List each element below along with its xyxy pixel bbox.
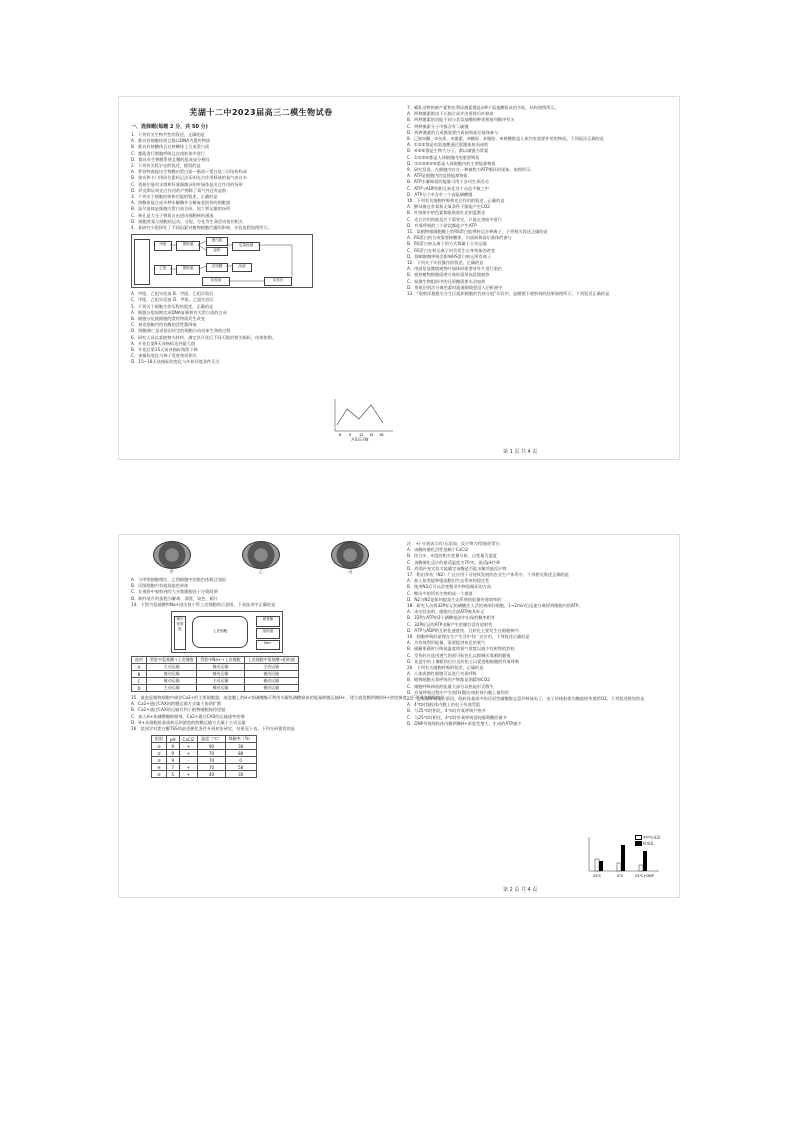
flowering-line-chart (327, 397, 397, 441)
text-line: 3．下列关于细胞结构和功能的叙述，正确的是 (131, 194, 218, 200)
table-cell: 40 (198, 771, 226, 778)
label-tissue-fluid: 组织液 (256, 628, 280, 639)
text-line: D．两种激素的合成都需要内质网和高尔基体参与 (407, 129, 499, 135)
text-line: 12．下列关于实验操作的叙述，正确的是 (407, 260, 484, 266)
text-line: A．该酶的催化活性依赖于CaCl2 (407, 547, 469, 553)
text-line: B．32P在ATP的3个磷酸基团中出现的概率相等 (407, 615, 496, 621)
text-line: D．DNP导致线粒体内膜两侧H+浓度差增大，生成的ATP减少 (407, 720, 522, 726)
text-line: 20．下列有关细胞呼吸的叙述，正确的是 (407, 665, 484, 671)
table-cell: ③ (152, 757, 167, 764)
t1-h1: 管腔中氨基酸→上皮细胞 (147, 657, 197, 664)
text-line: 注：+/-分别表示有/无添加，反应物为Ⅰ型胶原蛋白 (407, 541, 500, 546)
table-cell: ① (152, 743, 167, 750)
table-cell: A (132, 664, 147, 671)
text-line: B．结合①、②组的相关变量分析，自变量为温度 (407, 553, 497, 559)
label-sodium: Na+ (256, 640, 280, 650)
micrograph-yi (242, 541, 280, 569)
text-line: A．细胞分裂间期完成DNA复制和有关蛋白质的合成 (131, 309, 227, 315)
table-cell: 70 (198, 764, 226, 771)
bar-x-2: 25℃+DNP (635, 874, 654, 878)
table-row (132, 678, 299, 685)
text-line: A．用高倍显微镜观察叶绿体时需要对叶片进行染色 (407, 266, 502, 272)
text-line: B．植物细胞无氧呼吸的产物都是酒精和CO2 (407, 677, 490, 683)
text-line: D．有氧呼吸的三个阶段都能产生ATP (407, 222, 477, 228)
tick-4: 18 (379, 433, 384, 437)
page2-right-column (403, 535, 671, 897)
table-cell: 30 (225, 771, 256, 778)
text-line: A．该实验表明，细胞内全部ATP被其标记 (407, 609, 485, 615)
table-cell: 9 (167, 757, 180, 764)
page1-right-text (407, 105, 667, 297)
text-line: A．两种激素都由下丘脑合成并由垂体后叶释放 (407, 111, 494, 117)
text-line: D．抑制细胞呼吸会影响RS蛋白转运所有离子 (407, 253, 492, 259)
t2-h1: pH (167, 736, 180, 743)
table-cell: - (179, 757, 198, 764)
text-line: C．加入H+焦磷酸酶抑制剂，Ca2+通过CAX的运输速率变慢 (131, 713, 245, 719)
text-line: B．观察植物细胞质壁分离时需用高倍镜观察 (407, 272, 490, 278)
experiment-flow-diagram (131, 234, 313, 288)
text-line: A．Ca2+通过CAX的跨膜运输方式属于协助扩散 (131, 701, 222, 707)
table-cell: + (179, 764, 198, 771)
text-line: C．ATP与ADP的相互转化处于动态平衡之中 (407, 185, 489, 191)
text-line: 2．下列有关科学史的叙述，错误的是 (131, 163, 201, 169)
table-cell: 58 (225, 764, 256, 771)
table-cell: 被动运输 (147, 671, 197, 678)
text-line: 17．稻田养鱼（N2）广泛应用于可持续发展的农业生产体系中，下列相关叙述正确的是 (407, 572, 569, 578)
text-line: C．细胞呼吸释放的能量大部分以热能形式散失 (407, 683, 494, 689)
text-line: 6．研究人员以某植物为材料，测定其开花后不同天数的相关指标，结果如图。 (131, 334, 277, 340)
exam-title: 芜湖十二中2023届高三二模生物试卷 (189, 108, 333, 117)
tick-0: 6 (339, 433, 342, 437)
text-line: A．溶酶体能合成多种水解酶并分解衰老损伤的细胞器 (131, 200, 231, 206)
micrograph-row (131, 541, 391, 575)
legend-o2: 耗氧量 (643, 841, 654, 845)
text-line: A．为有效利用能量，需要提供充足的氧气 (407, 640, 486, 646)
text-line: C．在视野中观察到的大多数细胞处于分裂间期 (131, 589, 218, 595)
text-line: A．都具有细胞结构且都以DNA为遗传物质 (131, 138, 211, 144)
text-line: C．核孔是大分子物质自由进出细胞核的通道 (131, 212, 214, 218)
text-line: A．甲组、乙组实验前 B．甲组、乙组实验后 (131, 291, 214, 297)
t1-h3: 上皮细胞中氨基酸→组织液 (244, 657, 298, 664)
text-line: D．有氧呼吸过程中产生的[H]都在线粒体内膜上被利用 (407, 689, 509, 695)
micrograph-bing (331, 541, 369, 569)
text-line: B．两种激素的功能不同与其氨基酸的种类和排列顺序有关 (407, 117, 515, 123)
t2-h0: 组别 (152, 736, 167, 743)
bar-chart-legend (635, 835, 660, 846)
flow-arrows (132, 235, 312, 287)
flow-node-1: 提取液 (176, 241, 200, 251)
page-number-2: 第 2 页 共 4 页 (503, 887, 538, 893)
table-row (152, 750, 257, 757)
text-line: C．光合作用的暗反应不需要光，只能在黑暗中进行 (407, 216, 503, 222)
table-cell: ② (152, 750, 167, 757)
section-heading: 一、选择题(每题 2 分，共 50 分) (131, 124, 208, 130)
table-cell: 被动运输 (197, 671, 244, 678)
legend-atp: ATP生成量 (643, 835, 661, 840)
text-line: C．32P标记的ATP水解产生的腺苷没有放射性 (407, 621, 493, 627)
t1-h0: 选项 (132, 657, 147, 664)
flow-node-3: 淀粉 (206, 247, 228, 256)
bar-o2-25 (599, 861, 603, 871)
flow-node-8: 实验后 (264, 277, 292, 286)
table-cell: 9 (167, 750, 180, 757)
t1-h2: 管腔中Na+→上皮细胞 (197, 657, 244, 664)
table-cell: D (132, 685, 147, 692)
flow-node-1b: 提取液 (176, 265, 200, 275)
text-line: B．鲁宾和卡门用同位素标记法证明光合作用释放的氧气来自水 (131, 175, 247, 181)
text-line: B．与25℃时相比，4℃时有氧呼吸产热多 (407, 708, 486, 714)
tick-3: 15 (369, 433, 374, 437)
text-line: A．开花后第9天该指标达到最大值 (131, 340, 196, 346)
text-line: D．ATP与ADP相互转化速度快，且转化主要发生在细胞核内 (407, 627, 519, 633)
flow-row-jia: 甲组 (154, 241, 172, 251)
text-line: C．都能进行细胞呼吸且在线粒体中进行 (131, 150, 206, 156)
table-row (152, 757, 257, 764)
table-cell: 被动运输 (244, 685, 298, 692)
flow-node-7: 实验前 (202, 277, 230, 286)
bar-atp-25 (595, 859, 599, 871)
table-cell: 70 (198, 750, 226, 757)
table-cell: 主动运输 (147, 685, 197, 692)
flow-node-5: 定量检测 (232, 242, 260, 251)
text-line: 7．哺乳动物的催产素和抗利尿激素都是由9个氨基酸组成的多肽，结构如图所示。 (407, 105, 559, 110)
text-line: 8．已知①酶、②抗体、③激素、④糖原、⑤脂肪、⑥核酸都是人体内有重要作用的物质，下列说法正确的是 (407, 136, 604, 142)
table-cell: + (179, 771, 198, 778)
text-line: C．检测生物组织中的还原糖需要水浴加热 (407, 278, 486, 284)
table-cell: 90 (198, 743, 226, 750)
text-line: B．高尔基体是细胞内蛋白质合成、加工和运输的场所 (131, 206, 231, 212)
text-line: D．细胞骨架与细胞的运动、分裂、分化等生命活动密切相关 (131, 218, 244, 224)
text-line: C．该酶催化反应的最适温度为70℃，最适pH为9 (407, 559, 500, 565)
text-line: D．15~18天该指标的变化与外界环境条件无关 (131, 359, 220, 365)
micrograph-label-jia: 甲 (169, 569, 174, 574)
text-line: A．酵母菌在有氧和无氧条件下都能产生CO2 (407, 204, 490, 210)
flow-node-4: 还原糖 (206, 263, 228, 272)
text-line: 10．下列有关细胞呼吸和光合作用的叙述，正确的是 (407, 198, 505, 204)
text-line: B．开花后第15天前该指标持续下降 (131, 347, 198, 353)
page2-right-text (407, 541, 667, 727)
table-row (152, 764, 257, 771)
table-cell: 被动运输 (197, 664, 244, 671)
table-row (132, 671, 299, 678)
text-line: B．细胞分化使细胞的遗传物质发生改变 (131, 316, 206, 322)
text-line: C．与25℃时相比，4℃时有氧呼吸消耗葡萄糖的量多 (407, 714, 507, 720)
table-cell: 被动运输 (147, 678, 197, 685)
chart-xlabel: 开花后天数 (351, 437, 369, 442)
micrograph-label-yi: 乙 (258, 569, 263, 574)
micrograph-jia (153, 541, 191, 569)
exam-page-2 (118, 534, 680, 898)
t2-h2: CaCl2 (179, 736, 198, 743)
text-line: D．尚需补充实验才能确定该酶是否能水解其他反应物 (407, 565, 507, 571)
text-line: A．4℃时线粒体内膜上的电子传递受阻 (407, 702, 481, 708)
text-line: B．④⑤⑥都是生物大分子，都以碳链为骨架 (407, 148, 489, 154)
table-cell: 主动运输 (244, 664, 298, 671)
table-cell: 被动运输 (197, 685, 244, 692)
table-cell: ⑤ (152, 771, 167, 778)
bar-o2-dnp (643, 851, 647, 871)
text-line: A．加入鱼类能够提高稻田生态系统的稳定性 (407, 578, 490, 584)
exam-page-1 (118, 96, 680, 460)
table-cell: 7 (167, 764, 180, 771)
text-line: 18．研究人员将32P标记的磷酸注入活的离体肝细胞，1~2min后迅速分离得到细胞内的ATP。 (407, 603, 583, 609)
table-cell: 被动运输 (244, 678, 298, 685)
page1-left-column (127, 97, 395, 459)
flow-row-yi: 乙组 (154, 265, 172, 275)
text-line: D．细胞凋亡是由基因决定的细胞自动结束生命的过程 (131, 328, 231, 334)
text-line: 1．下列有关生物共性的叙述，正确的是 (131, 132, 205, 137)
text-line: A．ATP是细胞内的直接能源物质 (407, 173, 468, 179)
table-cell: 主动运输 (147, 664, 197, 671)
table-row (152, 771, 257, 778)
text-line: C．衰老细胞内所有酶的活性都降低 (131, 322, 197, 328)
text-line: D．N2与N2是如何提高生态系统的能量传递效率的 (407, 596, 502, 602)
text-line: B．丙图细胞内有姐妹染色单体 (131, 583, 189, 589)
text-line: B．都具有核糖体且在核糖体上合成蛋白质 (131, 144, 210, 150)
text-line: D．花盆中的土壤板结后应及时松土以促进根细胞的有氧呼吸 (407, 658, 520, 664)
table-cell: + (179, 750, 198, 757)
table-cell: 38 (225, 743, 256, 750)
text-line: 16．某同学对蛋白酶TSS的最适催化条件开展初步研究，结果见下表。下列分析错误的是 (131, 726, 295, 732)
table-cell: + (179, 743, 198, 750)
table-cell: 9 (167, 743, 180, 750)
bar-x-0: 25℃ (593, 874, 602, 878)
text-line: B．ATP水解释放的能量可用于各项生命活动 (407, 179, 489, 185)
flow-node-2: 蛋白质 (206, 237, 228, 246)
text-line: 13．“观察洋葱根尖分生区组织细胞的有丝分裂”实验中，显微镜下观察到的结果如图所示，下列叙述正确的是 (407, 291, 610, 297)
table-cell: 主动运输 (197, 678, 244, 685)
text-line: D．制作装片的流程为解离、漂洗、染色、制片 (131, 595, 218, 601)
text-line: 11．某植物根细胞膜上的RS蛋白能够转运多种离子，下列相关叙述正确的是 (407, 229, 548, 235)
text-line: C．①②③⑥都是人体细胞内的重要物质 (407, 154, 480, 160)
table-cell: 0 (225, 757, 256, 764)
label-tubule-lumen: 肾小管管腔 (174, 616, 186, 650)
table-cell: C (132, 678, 147, 685)
text-line: A．与甲图细胞相比，乙图细胞中的染色体数目加倍 (131, 577, 226, 582)
enzyme-results-table (151, 735, 257, 778)
text-line: B．储藏果蔬时应降低温度和氧气浓度以减少有机物的消耗 (407, 646, 515, 652)
page1-right-column (403, 97, 671, 459)
text-line: B．RS蛋白转运离子的方式都属于主动运输 (407, 241, 487, 247)
text-line: C．恩格尔曼用水绵和好氧细菌证明叶绿体是光合作用的场所 (131, 181, 243, 187)
text-line: C．稻田中的所有生物构成一个群落 (407, 590, 473, 596)
text-line: A．罗伯特森提出生物膜由蛋白质—脂质—蛋白质三层结构构成 (131, 169, 247, 175)
label-epithelial-cell: 上皮细胞 (192, 616, 248, 648)
flow-node-6: 溶液 (232, 263, 252, 272)
t2-h4: 降解率（%） (225, 736, 256, 743)
tick-2: 12 (359, 433, 364, 437)
text-line: 9．研究发现，在细胞内存在一种被称为ATP循环的现象，如图所示。 (407, 167, 535, 173)
text-line: 15．液泡是植物细胞中储存Ca2+的主要细胞器，液泡膜上的H+焦磷酸酶可利用水解焦磷酸释放的能量跨膜运输H+，建立液泡膜两侧的H+浓度梯度。下列说法错误的是 (131, 695, 445, 701)
text-line: 4．某研究小组探究了不同因素对植物细胞代谢的影响，实验流程如图所示。 (131, 225, 272, 231)
bar-atp-dnp (639, 865, 643, 871)
table-row (132, 685, 299, 692)
text-line: B．叶绿体中的色素都能吸收红光和蓝紫光 (407, 210, 486, 216)
table-row (132, 664, 299, 671)
page1-left-text-b (131, 291, 391, 365)
text-line: D．萨克斯证明光合作用的产物除了氧气外还有淀粉 (131, 187, 227, 193)
page2-left-text (131, 577, 391, 608)
table-row (152, 743, 257, 750)
text-line: D．用纸层析法分离色素时滤液细线要浸入层析液中 (407, 284, 503, 290)
text-line: 14．下图为氨基酸和Na+进出肾小管上皮细胞的示意图，下表选项中正确的是 (131, 601, 276, 607)
text-line: B．使用N2后可以改变稻田中物质循环的方向 (407, 584, 492, 590)
text-line: B．Ca2+通过CAX的运输有利于植物细胞保持坚挺 (131, 707, 226, 713)
label-amino-acid: 氨基酸 (256, 616, 280, 627)
table-cell: 被动运输 (244, 671, 298, 678)
text-line: C．受伤时应选用透气的创可贴包扎以抑制厌氧菌的繁殖 (407, 652, 511, 658)
text-line: A．人体成熟红细胞可以进行有氧呼吸 (407, 671, 477, 677)
text-line: C．该指标变化与种子发育密切相关 (131, 353, 197, 359)
kidney-tubule-diagram (171, 611, 283, 653)
page1-left-text (131, 132, 391, 231)
text-line: A．①②③都是由氨基酸通过肽键连接而成的 (407, 142, 489, 148)
text-line: D．①②③④⑤⑥都是人体细胞内的主要能源物质 (407, 160, 496, 166)
page-number-1: 第 1 页 共 4 页 (503, 449, 538, 455)
text-line: D．都具有生物膜系统且膜的组成成分相同 (131, 156, 210, 162)
text-line: D．H+从细胞质基质转运到液泡的跨膜运输方式属于主动运输 (131, 719, 246, 725)
bar-atp-4 (617, 863, 621, 871)
text-line: C．两种激素分子中都含有二硫键 (407, 123, 469, 129)
bar-o2-4 (621, 845, 625, 871)
transport-options-table (131, 656, 299, 692)
bar-x-1: 4℃ (617, 874, 624, 878)
table-cell: 5 (167, 771, 180, 778)
text-line: C．甲组、乙组实验前 D．甲组、乙组实验后 (131, 297, 214, 303)
text-line: 21．在有氧呼吸第三阶段，线粒体基质中的还原型辅酶脱去氢并释放电子，电子经线粒体内膜最终传递给O2。下列叙述错误的是 (407, 696, 645, 702)
table-cell: 70 (198, 757, 226, 764)
text-line: D．ATP分子中含有三个高能磷酸键 (407, 191, 473, 197)
text-line: 5．下列关于细胞生命历程的叙述，正确的是 (131, 303, 214, 309)
text-line: 19．细胞呼吸的原理在生产生活中有广泛应用，下列叙述正确的是 (407, 634, 530, 640)
text-line: C．RS蛋白在转运离子时会发生自身构象的改变 (407, 247, 496, 253)
micrograph-label-bing: 丙 (348, 569, 353, 574)
tick-1: 9 (349, 433, 352, 437)
table-cell: B (132, 671, 147, 678)
table-cell: 88 (225, 750, 256, 757)
t2-h3: 温度（℃） (198, 736, 226, 743)
text-line: A．RS蛋白的合成需要核糖体、内质网和高尔基体的参与 (407, 235, 512, 241)
table-cell: ④ (152, 764, 167, 771)
